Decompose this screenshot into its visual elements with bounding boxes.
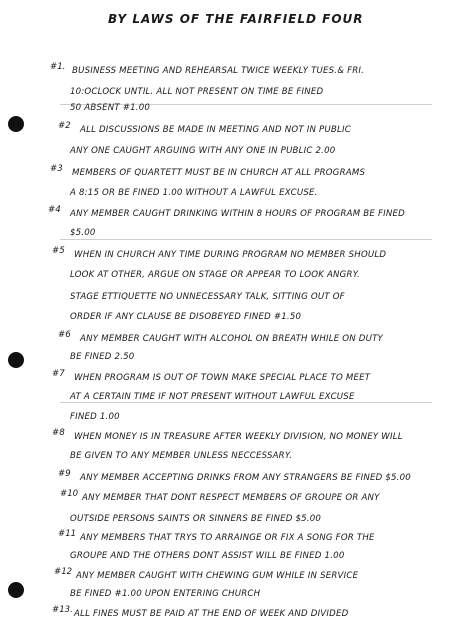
bylaw-text-line: 50 ABSENT #1.00 bbox=[70, 103, 151, 113]
bylaw-number: #6 bbox=[58, 330, 71, 340]
bylaw-number: #2 bbox=[58, 121, 71, 131]
page-title: BY LAWS OF THE FAIRFIELD FOUR bbox=[108, 12, 364, 26]
bylaw-text-line: ANY ONE CAUGHT ARGUING WITH ANY ONE IN PUBLIC 2.00 bbox=[70, 146, 336, 156]
bylaw-number: #11 bbox=[58, 529, 77, 539]
bylaw-text-line: ANY MEMBER ACCEPTING DRINKS FROM ANY STRANGERS BE FINED $5.00 bbox=[80, 473, 411, 483]
bylaw-text-line: $5.00 bbox=[70, 228, 96, 238]
bylaw-text-line: WHEN PROGRAM IS OUT OF TOWN MAKE SPECIAL PLACE TO MEET bbox=[74, 373, 371, 383]
bylaw-text-line: OUTSIDE PERSONS SAINTS OR SINNERS BE FINED $5.00 bbox=[70, 514, 322, 524]
bylaw-number: #7 bbox=[52, 369, 65, 379]
bylaw-text-line: WHEN IN CHURCH ANY TIME DURING PROGRAM NO MEMBER SHOULD bbox=[74, 250, 387, 260]
punch-hole-bottom bbox=[8, 582, 24, 598]
bylaw-text-line: ANY MEMBERS THAT TRYS TO ARRAINGE OR FIX A SONG FOR THE bbox=[80, 533, 375, 543]
punch-hole-middle bbox=[8, 352, 24, 368]
bylaw-number: #13. bbox=[52, 605, 73, 615]
bylaw-text-line: LOOK AT OTHER, ARGUE ON STAGE OR APPEAR TO LOOK ANGRY. bbox=[70, 270, 360, 280]
bylaw-text-line: ALL DISCUSSIONS BE MADE IN MEETING AND NOT IN PUBLIC bbox=[80, 125, 351, 135]
bylaw-text-line: ORDER IF ANY CLAUSE BE DISOBEYED FINED #1.50 bbox=[70, 312, 302, 322]
bylaw-text-line: AT A CERTAIN TIME IF NOT PRESENT WITHOUT LAWFUL EXCUSE bbox=[70, 392, 355, 402]
bylaw-text-line: MEMBERS OF QUARTETT MUST BE IN CHURCH AT ALL PROGRAMS bbox=[72, 168, 366, 178]
bylaw-text-line: STAGE ETTIQUETTE NO UNNECESSARY TALK, SITTING OUT OF bbox=[70, 292, 345, 302]
bylaw-number: #3 bbox=[50, 164, 63, 174]
bylaw-text-line: BE FINED #1.00 UPON ENTERING CHURCH bbox=[70, 589, 261, 599]
bylaw-number: #10 bbox=[60, 489, 79, 499]
bylaw-text-line: GROUPE AND THE OTHERS DONT ASSIST WILL BE FINED 1.00 bbox=[70, 551, 345, 561]
bylaw-text-line: A 8:15 OR BE FINED 1.00 WITHOUT A LAWFUL EXCUSE. bbox=[70, 188, 318, 198]
bylaw-number: #4 bbox=[48, 205, 61, 215]
bylaw-text-line: FINED 1.00 bbox=[70, 412, 120, 422]
bylaw-text-line: BE FINED 2.50 bbox=[70, 352, 135, 362]
bylaw-number: #9 bbox=[58, 469, 71, 479]
bylaw-text-line: ANY MEMBER CAUGHT WITH ALCOHOL ON BREATH WHILE ON DUTY bbox=[80, 334, 383, 344]
bylaw-text-line: BE GIVEN TO ANY MEMBER UNLESS NECCESSARY. bbox=[70, 451, 293, 461]
bylaw-text-line: BUSINESS MEETING AND REHEARSAL TWICE WEEKLY TUES.& FRI. bbox=[72, 66, 365, 76]
bylaw-text-line: ANY MEMBER CAUGHT DRINKING WITHIN 8 HOURS OF PROGRAM BE FINED bbox=[70, 209, 405, 219]
bylaw-text-line: ALL FINES MUST BE PAID AT THE END OF WEEK AND DIVIDED bbox=[74, 609, 349, 619]
bylaw-text-line: WHEN MONEY IS IN TREASURE AFTER WEEKLY DIVISION, NO MONEY WILL bbox=[74, 432, 403, 442]
bylaw-number: #12 bbox=[54, 567, 73, 577]
bylaw-number: #1. bbox=[50, 62, 66, 72]
bylaw-text-line: ANY MEMBER CAUGHT WITH CHEWING GUM WHILE IN SERVICE bbox=[76, 571, 359, 581]
bylaw-number: #8 bbox=[52, 428, 65, 438]
bylaw-text-line: ANY MEMBER THAT DONT RESPECT MEMBERS OF GROUPE OR ANY bbox=[82, 493, 380, 503]
bylaw-text-line: 10:OCLOCK UNTIL. ALL NOT PRESENT ON TIME BE FINED bbox=[70, 87, 324, 97]
faint-rule bbox=[60, 239, 432, 240]
punch-hole-top bbox=[8, 116, 24, 132]
bylaw-number: #5 bbox=[52, 246, 65, 256]
